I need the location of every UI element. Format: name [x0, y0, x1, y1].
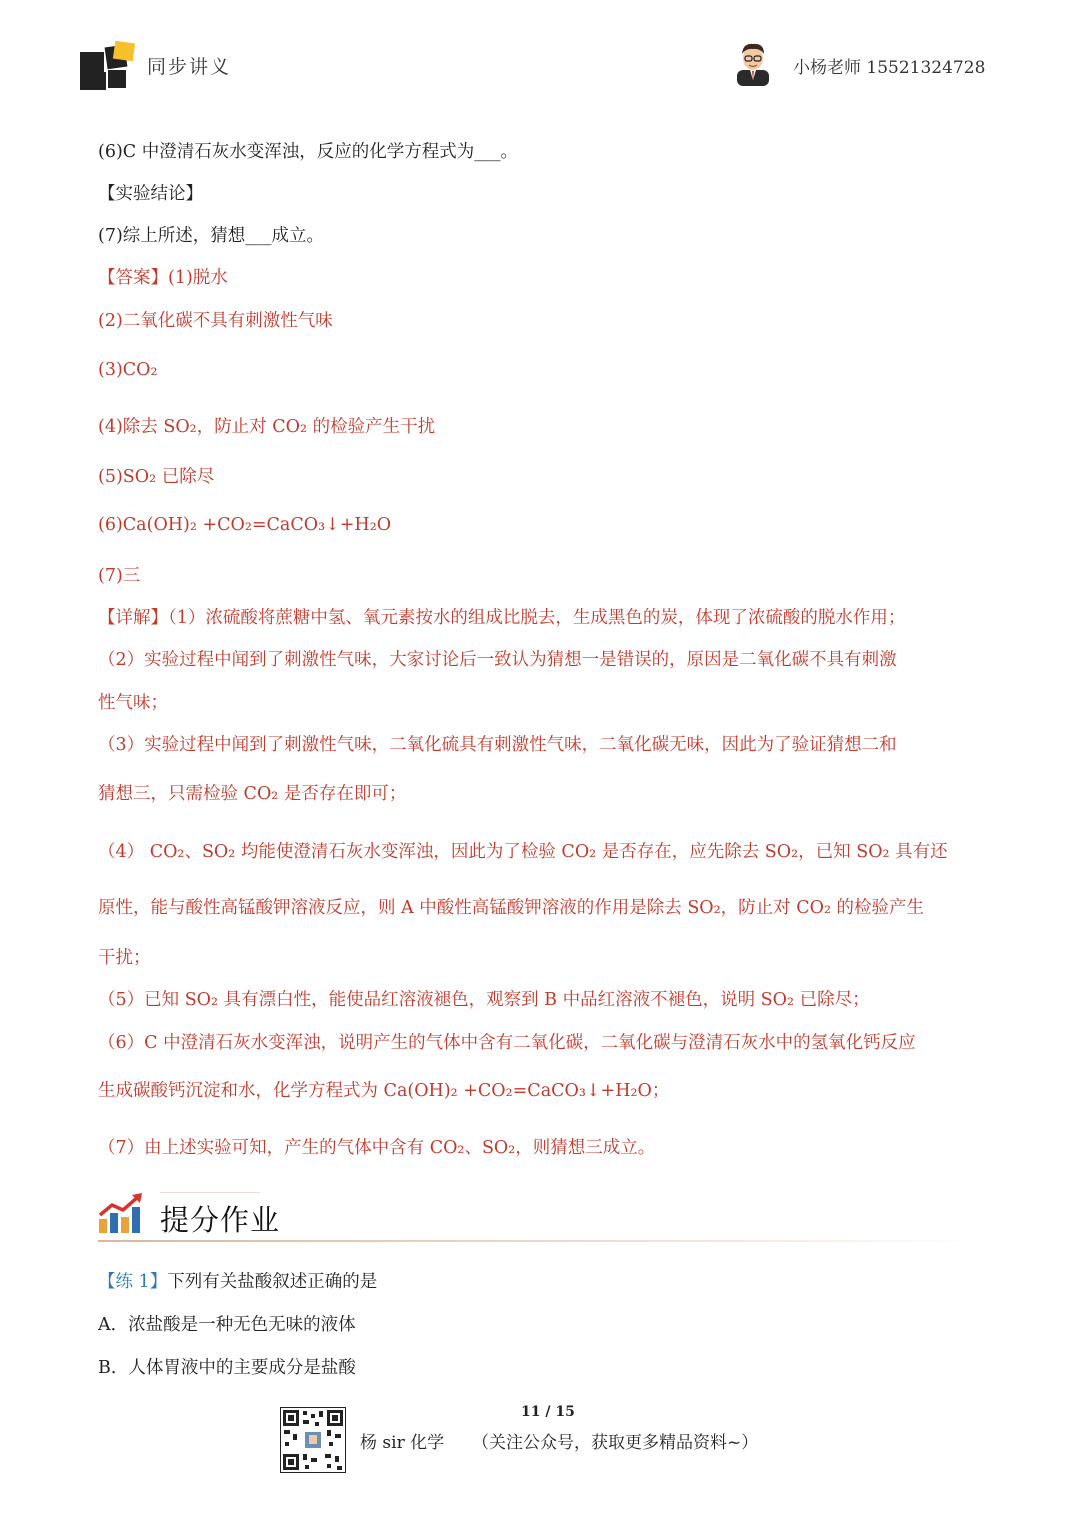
answer-5: (5)SO₂ 已除尽	[98, 467, 215, 487]
answer-4: (4)除去 SO₂，防止对 CO₂ 的检验产生干扰	[98, 417, 436, 437]
page-number: 11 / 15	[521, 1404, 575, 1420]
answer-7: (7)三	[98, 566, 141, 586]
footer-note: （关注公众号，获取更多精品资料~）	[472, 1433, 759, 1453]
detail-5: （5）已知 SO₂ 具有漂白性，能使品红溶液褪色，观察到 B 中品红溶液不褪色，说明 SO₂ 已除尽；	[98, 990, 870, 1010]
section-divider	[98, 1240, 978, 1242]
question-6: (6)C 中澄清石灰水变浑浊，反应的化学方程式为___。	[98, 142, 518, 162]
footer-account-name: 杨 sir 化学	[360, 1433, 445, 1453]
practice-1	[98, 1270, 377, 1294]
detail-label: 【详解】	[98, 608, 168, 628]
section-top-line	[160, 1192, 260, 1193]
detail-3b: 猜想三，只需检验 CO₂ 是否存在即可；	[98, 784, 407, 804]
detail-1-text: （1）浓硫酸将蔗糖中氢、氧元素按水的组成比脱去，生成黑色的炭，体现了浓硫酸的脱水作用；	[168, 608, 906, 628]
practice-label: 【练 1】	[98, 1272, 168, 1292]
question-7: (7)综上所述，猜想___成立。	[98, 226, 325, 246]
section-title: 提分作业	[160, 1203, 281, 1237]
detail-4c: 干扰；	[98, 948, 151, 968]
conclusion-label: 【实验结论】	[98, 184, 203, 204]
practice-option-b: B．人体胃液中的主要成分是盐酸	[98, 1358, 356, 1378]
answer-6: (6)Ca(OH)₂ +CO₂=CaCO₃↓+H₂O	[98, 515, 392, 535]
detail-6a: （6）C 中澄清石灰水变浑浊，说明产生的气体中含有二氧化碳，二氧化碳与澄清石灰水中的氢氧化钙反应	[98, 1033, 916, 1053]
answer-label: 【答案】	[98, 268, 168, 288]
teacher-contact: 小杨老师 15521324728	[793, 58, 986, 78]
detail-4b: 原性，能与酸性高锰酸钾溶液反应，则 A 中酸性高锰酸钾溶液的作用是除去 SO₂，防止对 CO₂ 的检验产生	[98, 898, 925, 918]
brand-logo-icon	[80, 42, 136, 90]
teacher-avatar-icon	[733, 40, 773, 86]
detail-2b: 性气味；	[98, 693, 168, 713]
practice-option-a: A．浓盐酸是一种无色无味的液体	[98, 1315, 356, 1335]
practice-question: 下列有关盐酸叙述正确的是	[167, 1272, 378, 1292]
detail-6b: 生成碳酸钙沉淀和水，化学方程式为 Ca(OH)₂ +CO₂=CaCO₃↓+H₂O；	[98, 1081, 670, 1101]
answer-1	[98, 266, 228, 290]
detail-2a: （2）实验过程中闻到了刺激性气味，大家讨论后一致认为猜想一是错误的，原因是二氧化碳不具有刺激	[98, 650, 897, 670]
chart-growth-icon	[97, 1193, 145, 1235]
detail-4a: （4） CO₂、SO₂ 均能使澄清石灰水变浑浊，因此为了检验 CO₂ 是否存在，应先除去 SO₂，已知 SO₂ 具有还	[98, 842, 948, 862]
detail-7: （7）由上述实验可知，产生的气体中含有 CO₂、SO₂，则猜想三成立。	[98, 1138, 656, 1158]
answer-1-text: (1)脱水	[168, 268, 228, 288]
answer-2: (2)二氧化碳不具有刺激性气味	[98, 311, 333, 331]
detail-3a: （3）实验过程中闻到了刺激性气味，二氧化硫具有刺激性气味，二氧化碳无味，因此为了验证猜想二和	[98, 735, 897, 755]
qr-code-icon	[280, 1407, 346, 1473]
answer-3: (3)CO₂	[98, 360, 158, 380]
brand-title: 同步讲义	[147, 56, 232, 78]
detail-1	[98, 606, 905, 630]
